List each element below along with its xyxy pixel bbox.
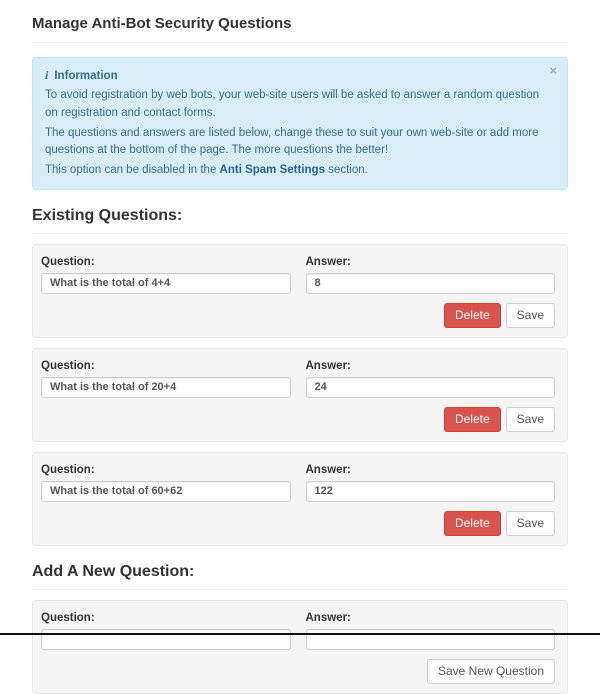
bottom-border-line (0, 633, 600, 635)
answer-label: Answer: (305, 255, 351, 268)
question-card-1 (32, 244, 568, 338)
add-new-question-heading: Add A New Question: (32, 562, 195, 580)
question-label: Question: (41, 463, 95, 476)
question-input-1[interactable] (41, 273, 291, 294)
answer-label: Answer: (305, 463, 351, 476)
delete-button-2[interactable]: Delete (444, 407, 501, 432)
new-answer-input[interactable] (306, 629, 556, 650)
question-label: Question: (41, 255, 95, 268)
delete-button-1[interactable]: Delete (444, 303, 501, 328)
existing-questions-heading: Existing Questions: (32, 206, 183, 224)
anti-spam-settings-link[interactable]: Anti Spam Settings (219, 164, 325, 177)
question-input-2[interactable] (41, 377, 291, 398)
info-icon: i (45, 68, 49, 82)
info-text-line-1: To avoid registration by web bots, your web-site users will be asked to answer a random question on registration and contact forms. (45, 89, 540, 119)
add-new-question-card (32, 600, 568, 694)
question-card-3 (32, 452, 568, 546)
question-label: Question: (41, 611, 95, 624)
answer-input-3[interactable] (306, 481, 556, 502)
info-text-line-3 (45, 162, 555, 179)
new-question-input[interactable] (41, 629, 291, 650)
existing-questions-divider (32, 233, 568, 234)
info-line3-suffix: section. (324, 164, 368, 177)
question-card-2 (32, 348, 568, 442)
question-label: Question: (41, 359, 95, 372)
save-button-2[interactable]: Save (506, 407, 555, 432)
info-alert-title: Information (54, 70, 118, 82)
info-text-line-2: The questions and answers are listed below, change these to suit your own web-site or add more questions at the bottom of the page. The more questions the better! (45, 126, 539, 156)
close-icon[interactable]: × (549, 63, 557, 78)
add-new-question-divider (32, 589, 568, 590)
page-title: Manage Anti-Bot Security Questions (32, 15, 292, 32)
answer-label: Answer: (305, 611, 351, 624)
delete-button-3[interactable]: Delete (444, 511, 501, 536)
info-alert (32, 57, 568, 190)
info-line3-prefix: This option can be disabled in the (45, 164, 220, 177)
save-button-1[interactable]: Save (506, 303, 555, 328)
title-divider (32, 42, 568, 43)
info-alert-heading (45, 63, 557, 85)
save-button-3[interactable]: Save (506, 511, 555, 536)
answer-input-1[interactable] (306, 273, 556, 294)
answer-label: Answer: (305, 359, 351, 372)
save-new-question-button[interactable]: Save New Question (427, 659, 555, 684)
answer-input-2[interactable] (306, 377, 556, 398)
question-input-3[interactable] (41, 481, 291, 502)
